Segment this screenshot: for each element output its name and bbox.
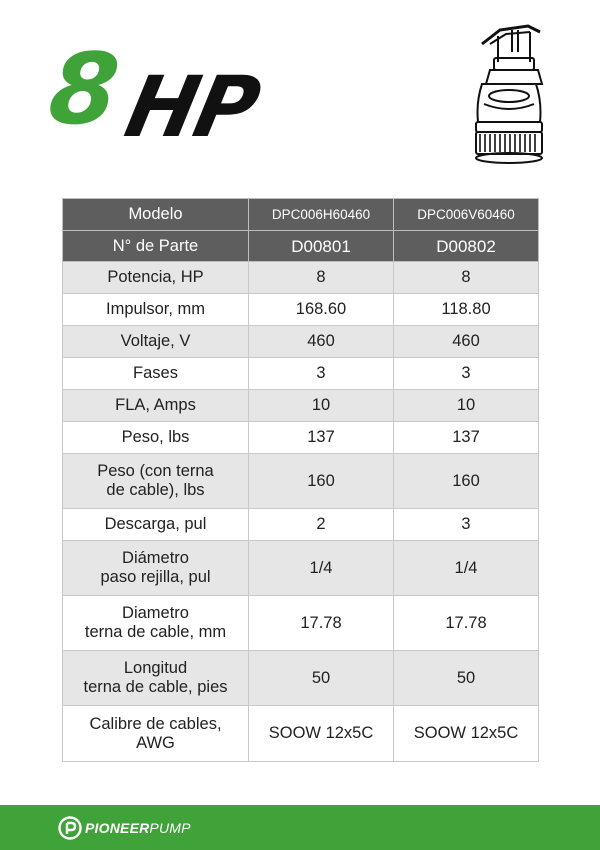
table-row	[63, 358, 539, 390]
row-value-model-2: 8	[394, 262, 539, 294]
title-unit: HP	[117, 58, 267, 156]
brand-logo	[58, 815, 191, 841]
row-label: FLA, Amps	[63, 390, 249, 422]
page-title	[44, 33, 310, 156]
row-value-model-1: 460	[249, 326, 394, 358]
model-label: Modelo	[63, 199, 249, 231]
row-label: Fases	[63, 358, 249, 390]
row-label: Peso (con terna de cable), lbs	[63, 454, 249, 509]
row-value-model-1: 8	[249, 262, 394, 294]
row-value-model-1: 160	[249, 454, 394, 509]
table-row	[63, 390, 539, 422]
footer-bar	[0, 805, 600, 850]
table-row	[63, 651, 539, 706]
table-header-part-row	[63, 231, 539, 262]
row-value-model-2: 1/4	[394, 541, 539, 596]
row-label: Impulsor, mm	[63, 294, 249, 326]
part-label: N° de Parte	[63, 231, 249, 262]
row-value-model-1: 168.60	[249, 294, 394, 326]
row-value-model-2: 50	[394, 651, 539, 706]
row-value-model-2: 460	[394, 326, 539, 358]
table-row	[63, 596, 539, 651]
table-row	[63, 454, 539, 509]
submersible-pump-icon	[468, 22, 550, 172]
model-code-1: DPC006H60460	[249, 199, 394, 231]
row-value-model-1: 50	[249, 651, 394, 706]
table-row	[63, 422, 539, 454]
row-label: Voltaje, V	[63, 326, 249, 358]
row-value-model-1: 1/4	[249, 541, 394, 596]
table-row	[63, 541, 539, 596]
spec-table	[62, 198, 539, 762]
row-label: Calibre de cables, AWG	[63, 706, 249, 762]
table-row	[63, 262, 539, 294]
model-code-2: DPC006V60460	[394, 199, 539, 231]
pioneer-logo-icon	[58, 816, 82, 840]
row-value-model-2: 17.78	[394, 596, 539, 651]
row-label: Peso, lbs	[63, 422, 249, 454]
row-label: Diámetro paso rejilla, pul	[63, 541, 249, 596]
table-row	[63, 706, 539, 762]
row-value-model-2: 160	[394, 454, 539, 509]
table-row	[63, 509, 539, 541]
row-value-model-1: SOOW 12x5C	[249, 706, 394, 762]
row-value-model-2: 137	[394, 422, 539, 454]
row-value-model-1: 10	[249, 390, 394, 422]
table-row	[63, 294, 539, 326]
brand-name-light: PUMP	[149, 820, 191, 836]
row-value-model-1: 17.78	[249, 596, 394, 651]
row-label: Longitud terna de cable, pies	[63, 651, 249, 706]
row-value-model-2: 10	[394, 390, 539, 422]
table-header-model-row	[63, 199, 539, 231]
row-value-model-2: SOOW 12x5C	[394, 706, 539, 762]
brand-name-bold: PIONEER	[85, 820, 150, 836]
part-number-1: D00801	[249, 231, 394, 262]
row-label: Diametro terna de cable, mm	[63, 596, 249, 651]
table-row	[63, 326, 539, 358]
row-value-model-2: 118.80	[394, 294, 539, 326]
row-value-model-1: 2	[249, 509, 394, 541]
row-label: Descarga, pul	[63, 509, 249, 541]
row-value-model-2: 3	[394, 358, 539, 390]
row-value-model-1: 137	[249, 422, 394, 454]
part-number-2: D00802	[394, 231, 539, 262]
title-number: 8	[44, 33, 125, 147]
row-value-model-1: 3	[249, 358, 394, 390]
row-label: Potencia, HP	[63, 262, 249, 294]
brand-name	[85, 820, 191, 836]
row-value-model-2: 3	[394, 509, 539, 541]
